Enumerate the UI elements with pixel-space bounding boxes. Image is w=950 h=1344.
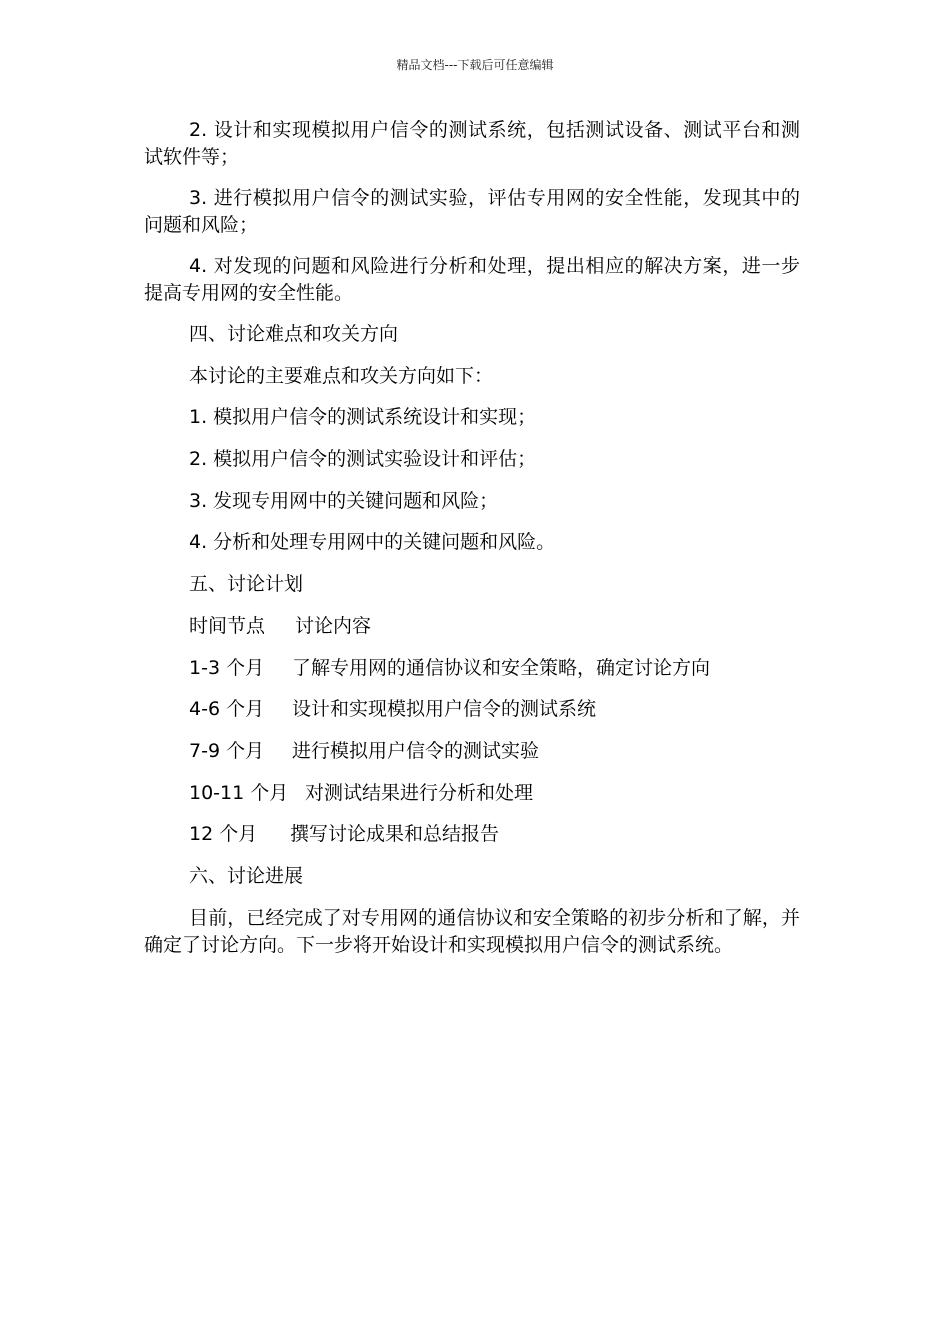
section-heading-difficulties: 四、讨论难点和攻关方向: [189, 323, 399, 345]
page-header: 精品文档---下载后可任意编辑: [396, 58, 554, 72]
plan-row-time: 4-6 个月: [189, 698, 265, 721]
plan-header-time: 时间节点: [189, 614, 266, 637]
plan-table-row: [144, 655, 800, 682]
plan-table-row: [144, 738, 800, 765]
plan-table-row: [144, 696, 800, 723]
plan-row-time: 7-9 个月: [189, 739, 265, 762]
plan-row-content: 进行模拟用户信令的测试实验: [292, 739, 540, 762]
difficulty-item: 3. 发现专用网中的关键问题和风险；: [189, 489, 499, 512]
section-heading-progress: 六、讨论进展: [189, 864, 304, 887]
goal-item-3: 3. 进行模拟用户信令的测试实验，评估专用网的安全性能，发现其中的问题和风险；: [144, 187, 800, 236]
difficulty-item: 1. 模拟用户信令的测试系统设计和实现；: [189, 406, 537, 429]
plan-row-content: 设计和实现模拟用户信令的测试系统: [292, 698, 597, 721]
goal-item-2: 2. 设计和实现模拟用户信令的测试系统，包括测试设备、测试平台和测试软件等；: [144, 119, 800, 168]
difficulties-intro: 本讨论的主要难点和攻关方向如下：: [189, 364, 494, 387]
plan-table-row: [144, 821, 800, 848]
plan-row-time: 10-11 个月: [189, 781, 289, 804]
plan-table-row: [144, 780, 800, 807]
plan-row-content: 撰写讨论成果和总结报告: [290, 823, 500, 846]
difficulty-item: 4. 分析和处理专用网中的关键问题和风险。: [189, 531, 556, 554]
progress-paragraph: 目前，已经完成了对专用网的通信协议和安全策略的初步分析和了解，并确定了讨论方向。下一步将开始设计和实现模拟用户信令的测试系统。: [144, 906, 800, 956]
plan-row-time: 12 个月: [189, 823, 258, 846]
section-heading-plan: 五、讨论计划: [189, 573, 304, 596]
plan-table: [144, 613, 800, 848]
plan-row-time: 1-3 个月: [189, 656, 265, 679]
plan-row-content: 了解专用网的通信协议和安全策略，确定讨论方向: [292, 656, 711, 679]
plan-row-content: 对测试结果进行分析和处理: [305, 781, 534, 804]
document-body: [144, 117, 800, 973]
plan-header-content: 讨论内容: [295, 614, 372, 637]
goal-item-4: 4. 对发现的问题和风险进行分析和处理，提出相应的解决方案，进一步提高专用网的安全性能。: [144, 255, 800, 304]
difficulty-item: 2. 模拟用户信令的测试实验设计和评估；: [189, 448, 537, 471]
plan-table-header: [144, 613, 800, 640]
